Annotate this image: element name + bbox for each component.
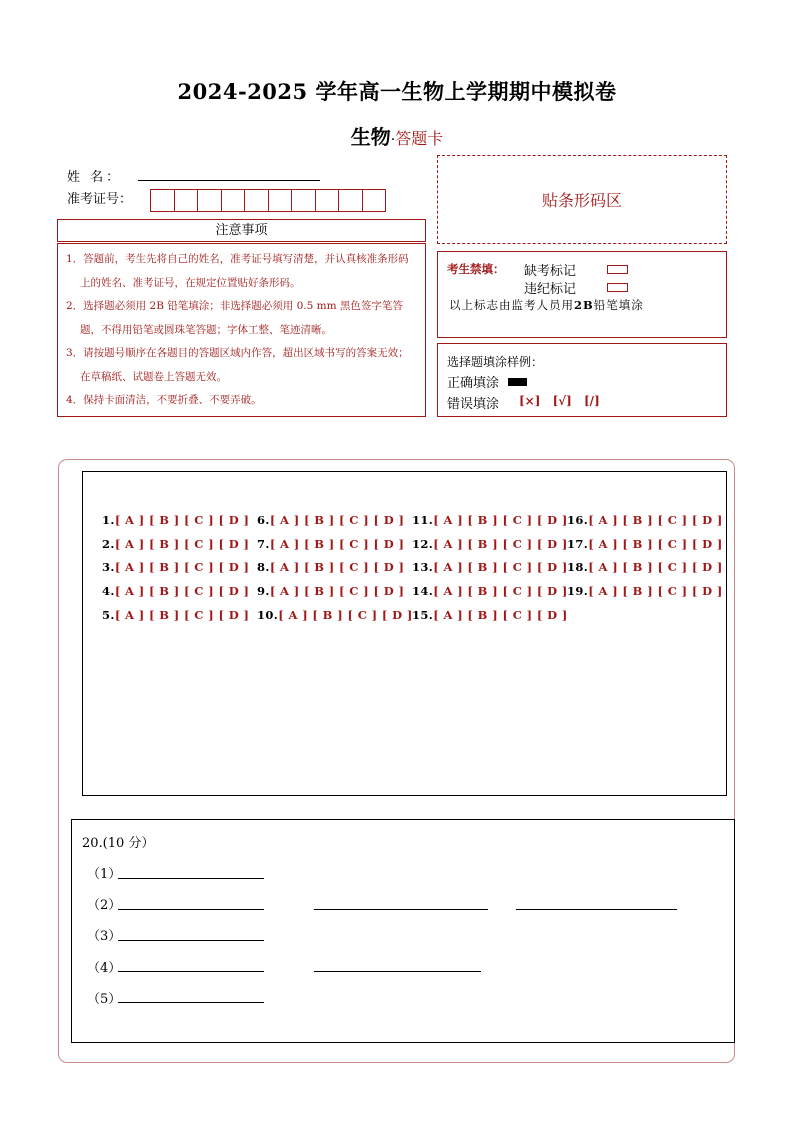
notice-item: 3．请按题号顺序在各题目的答题区域内作答，超出区域书写的答案无效；在草稿纸、试题卷上答题无效。 (66, 347, 409, 383)
mc-question-number: 17. (567, 537, 589, 551)
mc-options[interactable]: [ A ] [ B ] [ C ] [ D ] (433, 608, 568, 622)
mc-question-number: 14. (412, 584, 434, 598)
mc-question[interactable] (102, 584, 249, 598)
exam-id-cell[interactable] (197, 189, 222, 212)
notice-item: 2．选择题必须用 2B 铅笔填涂；非选择题必须用 0.5 mm 黑色签字笔答题，不得用铅笔或圆珠笔答题；字体工整、笔迹清晰。 (66, 300, 403, 336)
correct-fill-mark (508, 378, 527, 386)
notice-item: 1．答题前，考生先将自己的姓名，准考证号填写清楚，并认真核准条形码上的姓名、准考证号，在规定位置贴好条形码。 (66, 253, 409, 289)
mc-question[interactable] (567, 513, 723, 527)
mc-question[interactable] (412, 584, 568, 598)
absent-mark-box[interactable] (607, 265, 628, 274)
mc-options[interactable]: [ A ] [ B ] [ C ] [ D ] (114, 560, 250, 574)
part-4-answer-line-2[interactable] (314, 971, 481, 972)
fill-sample-box (437, 343, 727, 417)
forbid-title: 考生禁填： (447, 262, 505, 276)
question-20-title: 20.(10 分） (82, 836, 155, 851)
mc-question[interactable] (412, 608, 568, 622)
mc-options[interactable]: [ A ] [ B ] [ C ] [ D ] (588, 537, 723, 551)
mc-options[interactable]: [ A ] [ B ] [ C ] [ D ] (269, 513, 405, 527)
exam-id-cell[interactable] (221, 189, 246, 212)
mc-question[interactable] (567, 537, 723, 551)
mc-question[interactable] (567, 560, 723, 574)
exam-id-cell[interactable] (150, 189, 175, 212)
part-1-label: （1） (87, 867, 122, 882)
mc-question[interactable] (257, 584, 404, 598)
mc-options[interactable]: [ A ] [ B ] [ C ] [ D ] (588, 584, 723, 598)
subtitle-dot: · (390, 132, 396, 148)
part-4-answer-line-1[interactable] (118, 971, 264, 972)
mc-options[interactable]: [ A ] [ B ] [ C ] [ D ] (269, 560, 405, 574)
answer-card-label: 答题卡 (395, 129, 444, 148)
exam-id-boxes[interactable] (151, 189, 386, 212)
mc-options[interactable]: [ A ] [ B ] [ C ] [ D ] (269, 584, 405, 598)
mc-options[interactable]: [ A ] [ B ] [ C ] [ D ] (278, 608, 413, 622)
mc-question-number: 13. (412, 560, 434, 574)
part-2-answer-line-2[interactable] (314, 909, 488, 910)
barcode-area (437, 155, 727, 244)
mc-question[interactable] (102, 608, 249, 622)
mc-options[interactable]: [ A ] [ B ] [ C ] [ D ] (114, 537, 250, 551)
mc-options[interactable]: [ A ] [ B ] [ C ] [ D ] (588, 560, 723, 574)
mc-question-number: 12. (412, 537, 434, 551)
mc-question-number: 16. (567, 513, 589, 527)
mc-question-number: 5. (102, 608, 115, 622)
mc-question[interactable] (257, 608, 413, 622)
notice-box (57, 243, 426, 417)
violation-mark-label: 违纪标记 (524, 282, 577, 297)
mc-question[interactable] (412, 560, 568, 574)
mc-question-number: 10. (257, 608, 279, 622)
mc-question[interactable] (257, 537, 404, 551)
exam-id-cell[interactable] (244, 189, 269, 212)
subject-name: 生物 (350, 125, 391, 149)
mc-question-number: 6. (257, 513, 270, 527)
mc-options[interactable]: [ A ] [ B ] [ C ] [ D ] (433, 537, 568, 551)
exam-id-label: 准考证号： (67, 192, 133, 207)
forbid-note-suffix: 铅笔填涂 (593, 298, 644, 312)
exam-id-cell[interactable] (174, 189, 199, 212)
mc-question-number: 1. (102, 513, 115, 527)
mc-question-number: 18. (567, 560, 589, 574)
mc-options[interactable]: [ A ] [ B ] [ C ] [ D ] (114, 513, 250, 527)
mc-question[interactable] (102, 560, 249, 574)
name-label: 姓 名： (67, 170, 123, 185)
mc-options[interactable]: [ A ] [ B ] [ C ] [ D ] (269, 537, 405, 551)
mc-question-number: 11. (412, 513, 434, 527)
mc-options[interactable]: [ A ] [ B ] [ C ] [ D ] (114, 608, 250, 622)
part-1-answer-line[interactable] (118, 878, 264, 879)
mc-question[interactable] (412, 537, 568, 551)
notice-item: 4．保持卡面清洁，不要折叠、不要弄破。 (66, 394, 262, 406)
mc-question-number: 15. (412, 608, 434, 622)
mc-question[interactable] (412, 513, 568, 527)
exam-id-cell[interactable] (268, 189, 293, 212)
mc-options[interactable]: [ A ] [ B ] [ C ] [ D ] (433, 513, 568, 527)
absent-mark-label: 缺考标记 (524, 264, 577, 279)
question-20-box (71, 819, 735, 1043)
exam-id-cell[interactable] (291, 189, 316, 212)
mc-question-number: 4. (102, 584, 115, 598)
mc-question-number: 19. (567, 584, 589, 598)
mc-question[interactable] (257, 513, 404, 527)
violation-mark-box[interactable] (607, 283, 628, 292)
part-4-label: （4） (87, 961, 122, 976)
mc-question-number: 9. (257, 584, 270, 598)
wrong-fill-label: 错误填涂 (447, 397, 500, 412)
mc-question[interactable] (102, 537, 249, 551)
part-3-label: （3） (87, 929, 122, 944)
wrong-fill-marks: [×] [√] [/] (519, 394, 600, 408)
mc-question[interactable] (102, 513, 249, 527)
correct-fill-label: 正确填涂 (447, 376, 500, 391)
mc-options[interactable]: [ A ] [ B ] [ C ] [ D ] (114, 584, 250, 598)
sample-title: 选择题填涂样例： (447, 355, 544, 369)
part-5-answer-line[interactable] (118, 1002, 264, 1003)
part-2-label: （2） (87, 898, 122, 913)
card-subtitle (0, 121, 794, 150)
mc-question-number: 8. (257, 560, 270, 574)
exam-id-cell[interactable] (338, 189, 363, 212)
page-title: 2024-2025 学年高一生物上学期期中模拟卷 (177, 79, 617, 104)
part-3-answer-line[interactable] (118, 940, 264, 941)
mc-question[interactable] (567, 584, 723, 598)
mc-question-number: 3. (102, 560, 115, 574)
forbid-note (449, 297, 644, 313)
mc-question-number: 2. (102, 537, 115, 551)
notice-heading: 注意事项 (57, 219, 426, 242)
part-2-answer-line-3[interactable] (516, 909, 677, 910)
part-2-answer-line-1[interactable] (118, 909, 264, 910)
mc-options[interactable]: [ A ] [ B ] [ C ] [ D ] (433, 560, 568, 574)
mc-options[interactable]: [ A ] [ B ] [ C ] [ D ] (433, 584, 568, 598)
exam-id-cell[interactable] (362, 189, 387, 212)
mc-question[interactable] (257, 560, 404, 574)
examiner-only-box (437, 251, 727, 338)
forbid-note-bold: 2B (574, 298, 594, 312)
part-5-label: （5） (87, 992, 122, 1007)
barcode-label: 贴条形码区 (541, 191, 622, 210)
forbid-note-prefix: 以上标志由监考人员用 (449, 298, 574, 312)
name-field[interactable] (138, 180, 320, 181)
exam-id-cell[interactable] (315, 189, 340, 212)
mc-question-number: 7. (257, 537, 270, 551)
mc-options[interactable]: [ A ] [ B ] [ C ] [ D ] (588, 513, 723, 527)
